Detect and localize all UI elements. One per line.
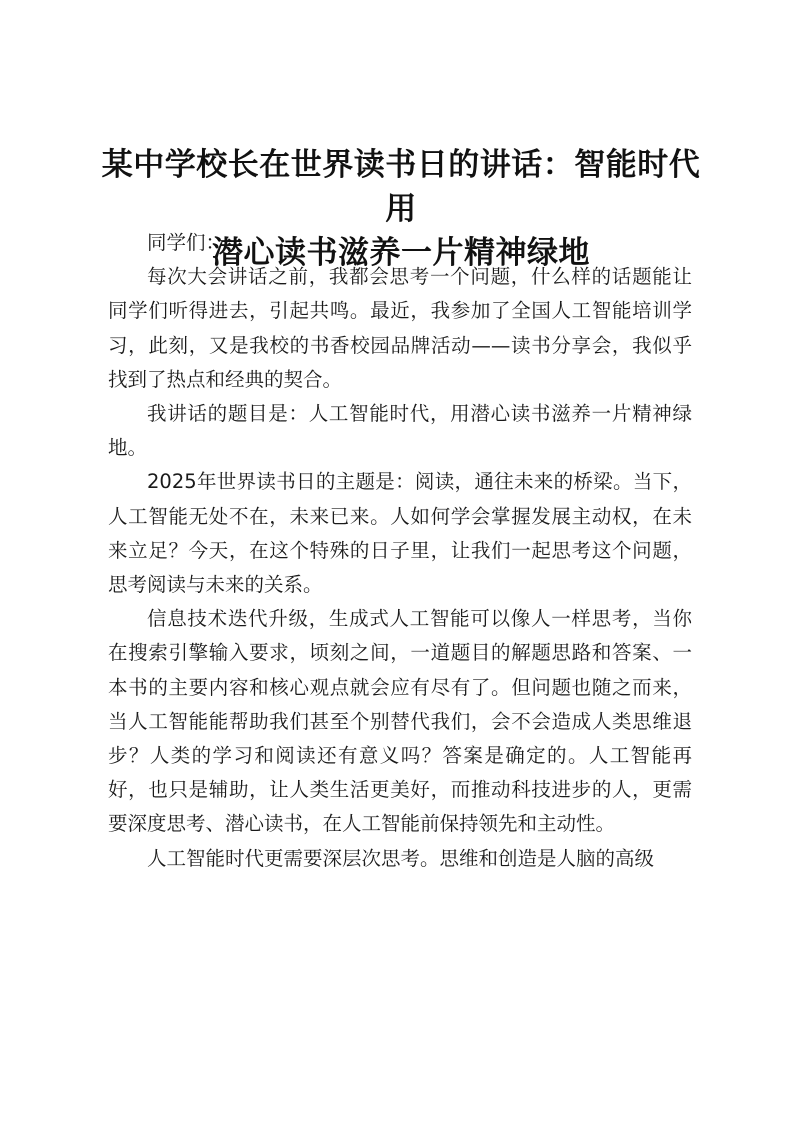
paragraph: 我讲话的题目是：人工智能时代，用潜心读书滋养一片精神绿地。 [108,402,692,460]
salutation: 同学们： [147,231,226,254]
paragraph: 每次大会讲话之前，我都会思考一个问题，什么样的话题能让同学们听得进去，引起共鸣。最近，我参加了全国人工智能培训学习，此刻，又是我校的书香校园品牌活动——读书分享会，我似乎找到了热点和经典的契合。 [108,265,692,391]
title-line-2: 潜心读书滋养一片精神绿地 [212,235,590,271]
paragraph: 信息技术迭代升级，生成式人工智能可以像人一样思考，当你在搜索引擎输入要求，顷刻之间，一道题目的解题思路和答案、一本书的主要内容和核心观点就会应有尽有了。但问题也随之而来，当人工智能能帮助我们甚至个别替代我们，会不会造成人类思维退步？人类的学习和阅读还有意义吗？答案是确定的。人工智能再好，也只是辅助，让人类生活更美好，而推动科技进步的人，更需要深度思考、潜心读书，在人工智能前保持领先和主动性。 [108,607,692,836]
document-body [108,226,692,876]
paragraph: 人工智能时代更需要深层次思考。思维和创造是人脑的高级 [147,846,655,870]
title-line-1: 某中学校长在世界读书日的讲话：智能时代用 [101,147,701,227]
paragraph: 2025年世界读书日的主题是：阅读，通往未来的桥梁。当下，人工智能无处不在，未来已来。人如何学会掌握发展主动权，在未来立足？今天，在这个特殊的日子里，让我们一起思考这个问题，思考阅读与未来的关系。 [108,470,692,597]
